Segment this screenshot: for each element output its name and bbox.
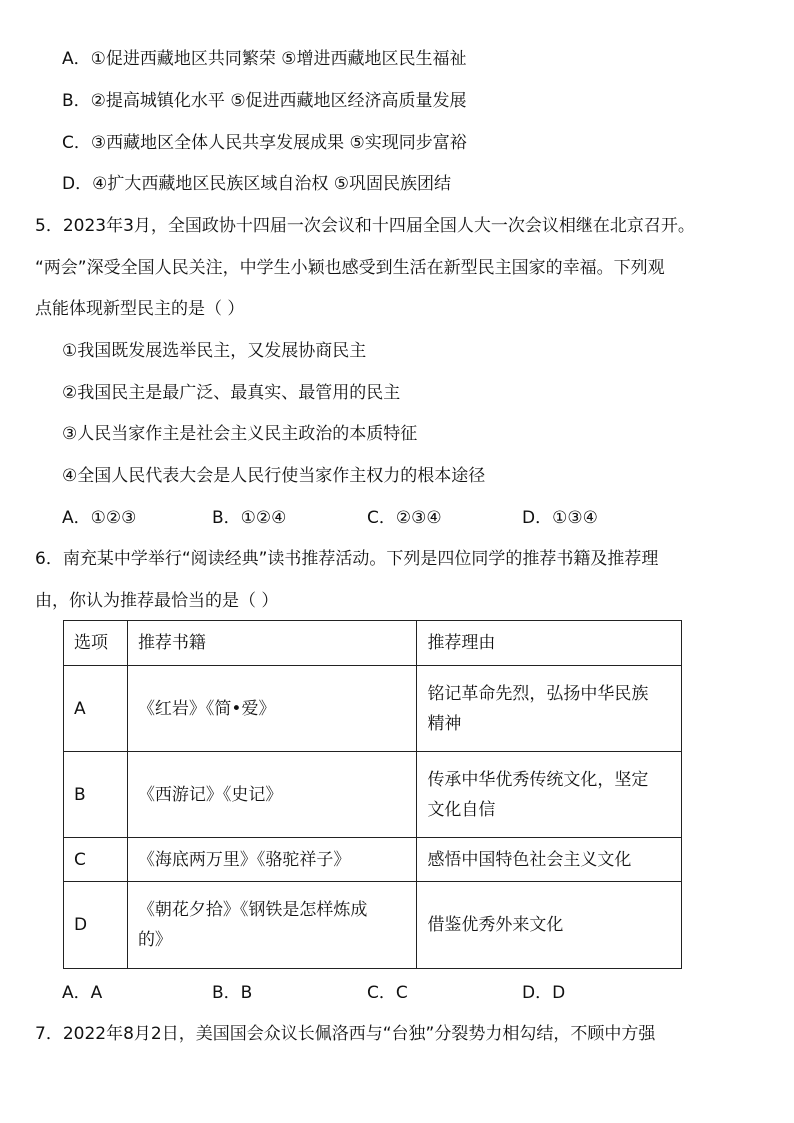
books-line: 《海底两万里》《骆驼祥子》 — [137, 849, 351, 870]
row-reason — [417, 882, 682, 969]
option-text: ③西藏地区全体人民共享发展成果 ⑤实现同步富裕 — [90, 133, 467, 153]
option-letter: C． — [62, 133, 91, 153]
row-books — [127, 838, 417, 882]
row-books — [127, 752, 417, 838]
row-reason — [417, 752, 682, 838]
q4-option-d — [62, 172, 451, 196]
header-books: 推荐书籍 — [127, 621, 417, 666]
option-text: ④扩大西藏地区民族区域自治权 ⑤巩固民族团结 — [92, 174, 451, 194]
q5-choice-c: C．②③④ — [367, 508, 442, 528]
q6-choice-c: C．C — [367, 983, 408, 1003]
reason-line: 铭记革命先烈，弘扬中华民族 — [427, 683, 649, 704]
q5-statement-4: ④全国人民代表大会是人民行使当家作主权力的根本途径 — [62, 466, 486, 486]
q4-option-b — [62, 89, 467, 113]
q5-statement-2: ②我国民主是最广泛、最真实、最管用的民主 — [62, 383, 401, 403]
row-books — [127, 882, 417, 969]
reason-line: 感悟中国特色社会主义文化 — [427, 849, 632, 870]
row-reason — [417, 666, 682, 752]
row-reason — [417, 838, 682, 882]
option-letter: D． — [62, 174, 93, 194]
row-option: B — [64, 752, 128, 838]
q5-stem-line-1: 5．2023年3月，全国政协十四届一次会议和十四届全国人大一次会议相继在北京召开。 — [35, 216, 695, 236]
table-row — [64, 752, 682, 838]
q5-statement-1: ①我国既发展选举民主，又发展协商民主 — [62, 341, 367, 361]
reason-line: 借鉴优秀外来文化 — [427, 915, 564, 935]
q6-choice-d: D．D — [522, 983, 566, 1003]
row-option: C — [64, 838, 128, 882]
q4-option-a — [62, 47, 467, 71]
q5-choice-d: D．①③④ — [522, 508, 598, 528]
row-option: D — [64, 882, 128, 969]
row-books — [127, 666, 417, 752]
books-line: 《红岩》《简•爱》 — [137, 698, 276, 719]
reason-line: 精神 — [427, 713, 462, 734]
option-text: ①促进西藏地区共同繁荣 ⑤增进西藏地区民生福祉 — [90, 49, 467, 69]
books-line: 的》 — [137, 930, 172, 950]
q4-option-c — [62, 131, 467, 155]
reason-line: 传承中华优秀传统文化，坚定 — [427, 769, 649, 790]
table-row — [64, 666, 682, 752]
row-option: A — [64, 666, 128, 752]
q6-table — [63, 620, 682, 969]
option-letter: A． — [62, 49, 91, 69]
q6-choice-a: A．A — [62, 983, 103, 1003]
books-line: 《西游记》《史记》 — [137, 784, 283, 805]
table-row — [64, 838, 682, 882]
table-row — [64, 882, 682, 969]
header-reason: 推荐理由 — [417, 621, 682, 666]
q5-choice-a: A．①②③ — [62, 508, 137, 528]
books-line: 《朝花夕拾》《钢铁是怎样炼成 — [137, 900, 368, 920]
q5-choice-b: B．①②④ — [212, 508, 287, 528]
option-text: ②提高城镇化水平 ⑤促进西藏地区经济高质量发展 — [90, 91, 467, 111]
q5-statement-3: ③人民当家作主是社会主义民主政治的本质特征 — [62, 424, 418, 444]
q6-stem-line-2: 由，你认为推荐最恰当的是（ ） — [35, 591, 279, 611]
q5-stem-line-3: 点能体现新型民主的是（ ） — [35, 299, 245, 319]
header-option: 选项 — [64, 621, 128, 666]
q6-stem-line-1: 6．南充某中学举行“阅读经典”读书推荐活动。下列是四位同学的推荐书籍及推荐理 — [35, 549, 659, 569]
q6-choice-b: B．B — [212, 983, 253, 1003]
q7-stem-line-1: 7．2022年8月2日，美国国会众议长佩洛西与“台独”分裂势力相勾结，不顾中方强 — [35, 1024, 656, 1044]
q5-stem-line-2: “两会”深受全国人民关注，中学生小颖也感受到生活在新型民主国家的幸福。下列观 — [35, 258, 665, 278]
reason-line: 文化自信 — [427, 799, 496, 820]
option-letter: B． — [62, 91, 91, 111]
table-header-row — [64, 621, 682, 666]
